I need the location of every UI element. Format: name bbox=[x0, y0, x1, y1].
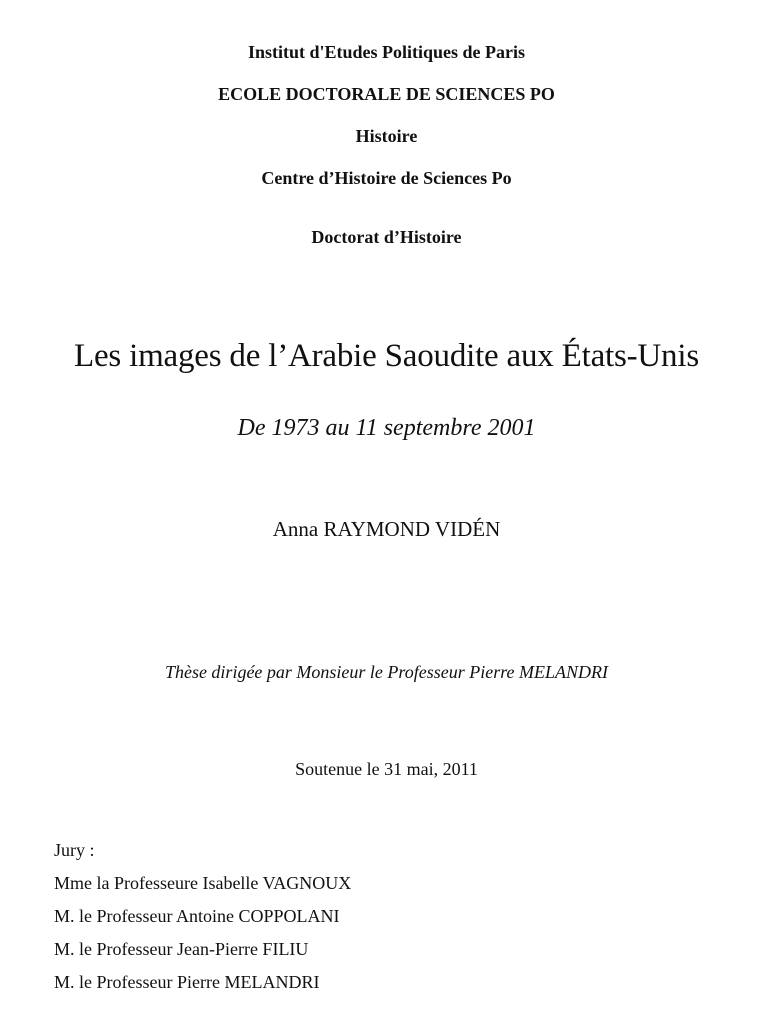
thesis-director: Thèse dirigée par Monsieur le Professeur Pierre MELANDRI bbox=[164, 662, 609, 682]
thesis-subtitle: De 1973 au 11 septembre 2001 bbox=[237, 415, 536, 441]
defense-date: Soutenue le 31 mai, 2011 bbox=[295, 759, 478, 779]
institution-name: Institut d'Etudes Politiques de Paris bbox=[247, 42, 526, 62]
discipline: Histoire bbox=[355, 126, 418, 146]
author-name: Anna RAYMOND VIDÉN bbox=[272, 517, 501, 541]
jury-member: M. le Professeur Jean-Pierre FILIU bbox=[54, 939, 309, 959]
research-centre: Centre d’Histoire de Sciences Po bbox=[261, 168, 512, 188]
degree: Doctorat d’Histoire bbox=[311, 227, 462, 247]
jury-member: M. le Professeur Pierre MELANDRI bbox=[54, 972, 320, 992]
doctoral-school: ECOLE DOCTORALE DE SCIENCES PO bbox=[218, 84, 555, 104]
jury-label: Jury : bbox=[54, 840, 95, 860]
jury-member: M. le Professeur Antoine COPPOLANI bbox=[54, 906, 340, 926]
thesis-title: Les images de l’Arabie Saoudite aux États-Unis bbox=[74, 338, 699, 374]
jury-member: Mme la Professeure Isabelle VAGNOUX bbox=[54, 873, 352, 893]
jury-list bbox=[54, 834, 351, 999]
